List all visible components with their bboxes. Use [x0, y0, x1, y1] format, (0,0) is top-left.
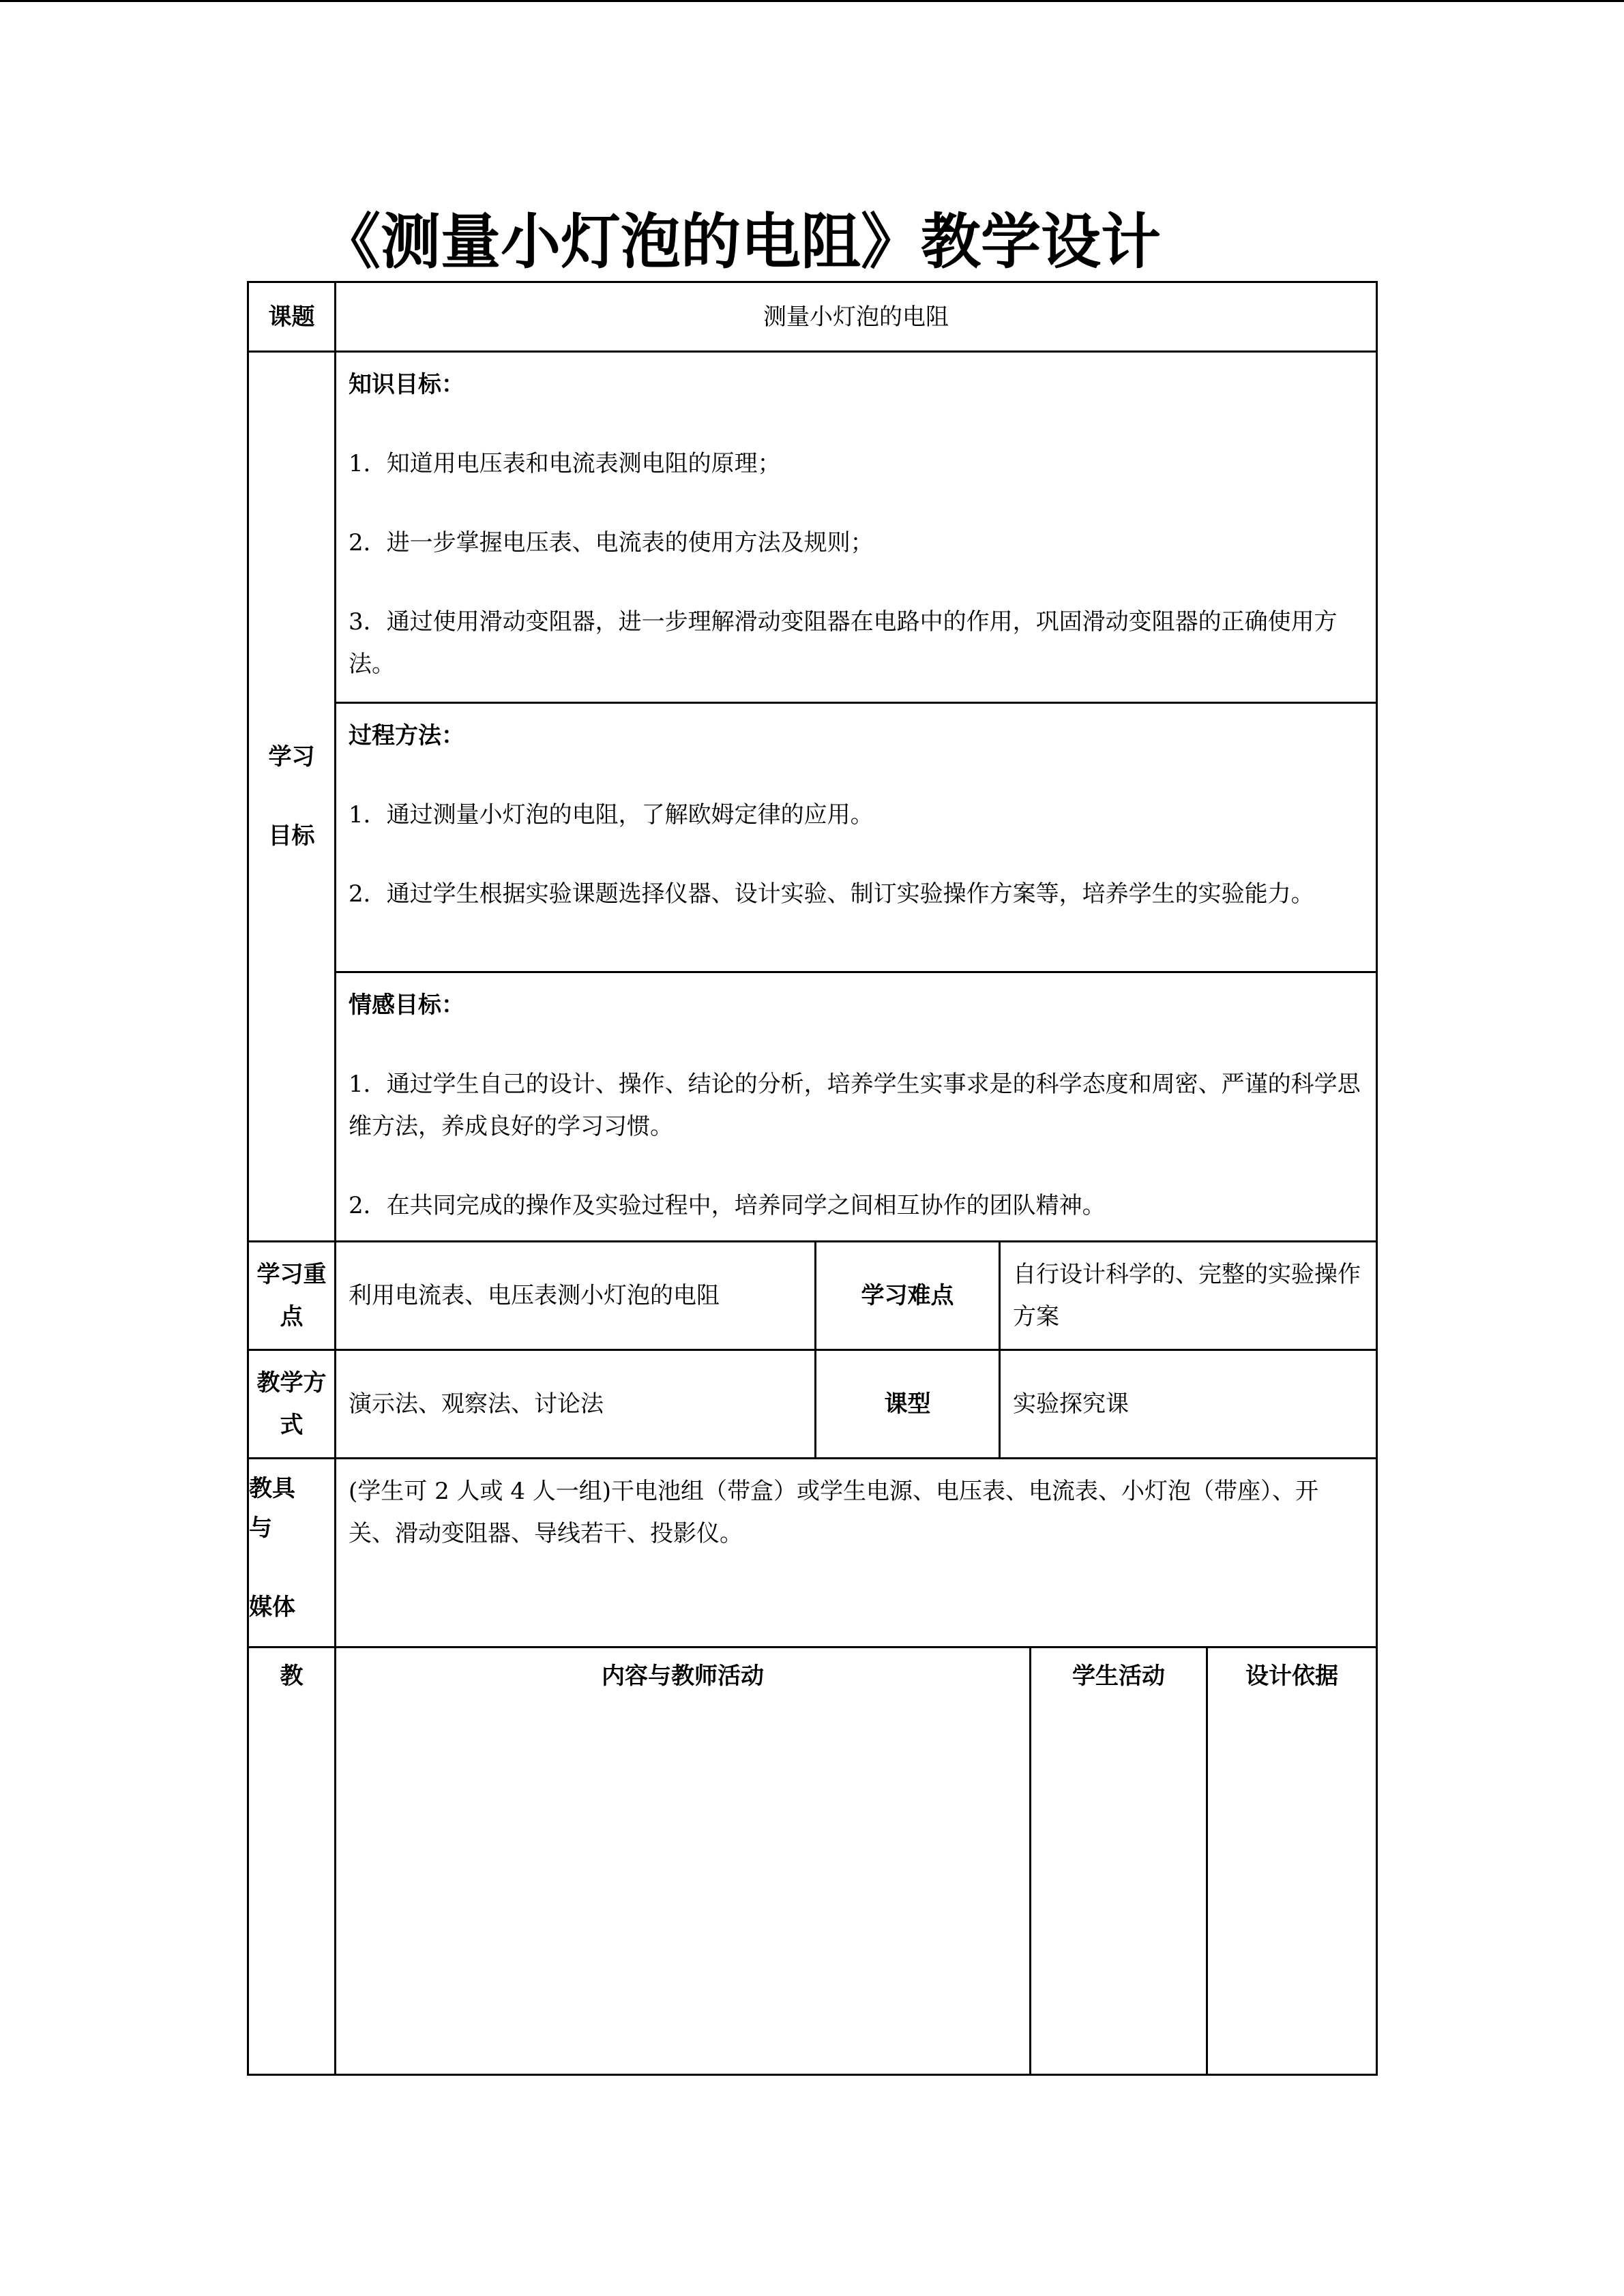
emotion-objectives	[334, 971, 1378, 1242]
method-value: 演示法、观察法、讨论法	[334, 1349, 816, 1459]
key-points-value: 利用电流表、电压表测小灯泡的电阻	[334, 1240, 816, 1351]
lesson-type-label: 课型	[814, 1349, 1001, 1459]
process-item: 1．通过测量小灯泡的电阻，了解欧姆定律的应用。	[349, 801, 874, 829]
knowledge-item: 1．知道用电压表和电流表测电阻的原理；	[349, 450, 781, 477]
difficulty-value: 自行设计科学的、完整的实验操作方案	[999, 1240, 1378, 1351]
topic-label: 课题	[247, 281, 336, 353]
knowledge-objectives	[334, 351, 1378, 704]
page-title: 《测量小灯泡的电阻》教学设计	[321, 207, 1162, 277]
knowledge-item: 2．进一步掌握电压表、电流表的使用方法及规则；	[349, 529, 874, 556]
student-activity-header: 学生活动	[1029, 1646, 1208, 2076]
page-top-border	[0, 0, 1624, 2]
content-teacher-activity-header: 内容与教师活动	[334, 1646, 1031, 2076]
design-basis-header: 设计依据	[1206, 1646, 1378, 2076]
key-points-label: 学习重 点	[247, 1240, 336, 1351]
objectives-label: 学习 目标	[247, 351, 336, 1242]
difficulty-label: 学习难点	[814, 1240, 1001, 1351]
knowledge-heading: 知识目标：	[349, 371, 464, 398]
lesson-type-value: 实验探究课	[999, 1349, 1378, 1459]
process-item: 2．通过学生根据实验课题选择仪器、设计实验、制订实验操作方案等，培养学生的实验能力。	[349, 880, 1314, 908]
method-label: 教学方 式	[247, 1349, 336, 1459]
topic-value: 测量小灯泡的电阻	[334, 281, 1378, 353]
process-heading: 过程方法：	[349, 722, 464, 749]
teaching-process-label: 教	[247, 1646, 336, 2076]
knowledge-item: 3．通过使用滑动变阻器，进一步理解滑动变阻器在电路中的作用，巩固滑动变阻器的正确使用方法。	[349, 608, 1338, 678]
process-objectives	[334, 702, 1378, 973]
media-label: 教具 与 媒体	[247, 1457, 336, 1648]
emotion-item: 1．通过学生自己的设计、操作、结论的分析，培养学生实事求是的科学态度和周密、严谨的科学思维方法，养成良好的学习习惯。	[349, 1071, 1361, 1140]
media-value: (学生可 2 人或 4 人一组)干电池组（带盒）或学生电源、电压表、电流表、小灯泡（带座）、开关、滑动变阻器、导线若干、投影仪。	[334, 1457, 1378, 1648]
emotion-item: 2．在共同完成的操作及实验过程中，培养同学之间相互协作的团队精神。	[349, 1192, 1106, 1219]
emotion-heading: 情感目标：	[349, 992, 464, 1019]
